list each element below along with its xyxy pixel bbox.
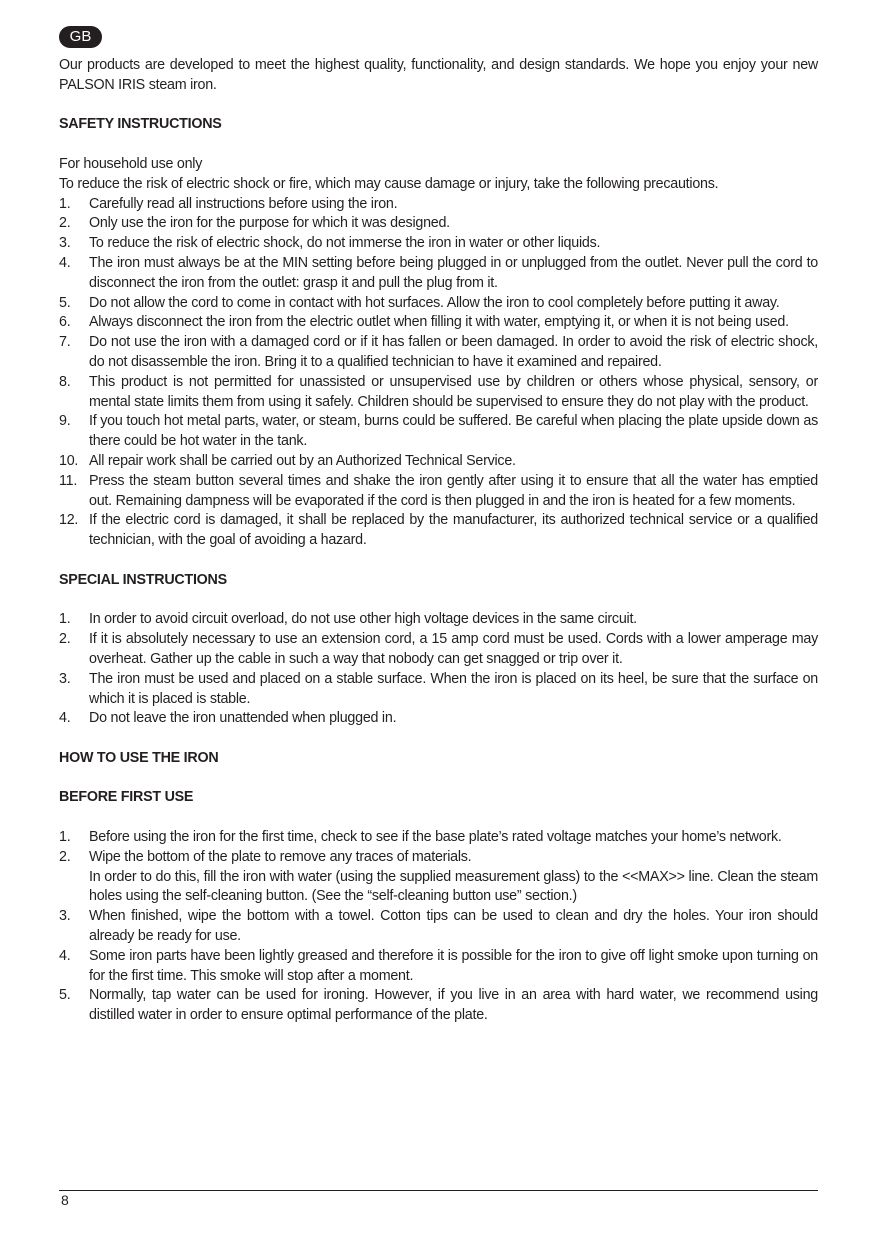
special-heading: SPECIAL INSTRUCTIONS — [59, 571, 227, 588]
list-item-text: Only use the iron for the purpose for which it was designed. — [89, 215, 450, 232]
list-item — [59, 630, 818, 670]
list-item-text: When finished, wipe the bottom with a towel. Cotton tips can be used to clean and dry the holes. Your iron should already be ready for use. — [89, 908, 818, 945]
list-item-number: 3. — [59, 670, 71, 687]
before-first-use-heading: BEFORE FIRST USE — [59, 789, 194, 806]
list-item-text: Some iron parts have been lightly greased and therefore it is possible for the iron to give off light smoke upon turning on for the first time. This smoke will stop after a moment. — [89, 947, 818, 984]
language-badge: GB — [59, 26, 102, 48]
list-item-number: 1. — [59, 195, 71, 212]
list-item-text: To reduce the risk of electric shock, do not immerse the iron in water or other liquids. — [89, 235, 601, 252]
list-item — [59, 986, 818, 1026]
list-item-number: 10. — [59, 452, 79, 469]
list-item-text: This product is not permitted for unassisted or unsupervised use by children or others whose physical, sensory, or mental state limits them from using it safely. Children should be supervised to ensure they do not play with the product. — [89, 373, 818, 410]
intro-paragraph: Our products are developed to meet the highest quality, functionality, and design standards. We hope you enjoy your new PALSON IRIS steam iron. — [59, 57, 818, 93]
list-item-number: 2. — [59, 848, 71, 865]
list-item-number: 4. — [59, 710, 71, 727]
safety-household-line: For household use only — [59, 155, 203, 172]
list-item-text: The iron must always be at the MIN setting before being plugged in or unplugged from the outlet. Never pull the cord to disconnect the iron from the outlet: grasp it and pull the plug from it. — [89, 254, 818, 291]
list-item-text: Carefully read all instructions before using the iron. — [89, 195, 398, 212]
list-item-text: Always disconnect the iron from the electric outlet when filling it with water, emptying it, or when it is not being used. — [89, 314, 789, 331]
list-item-number: 4. — [59, 254, 71, 271]
footer-divider — [59, 1190, 818, 1191]
list-item — [59, 947, 818, 987]
list-item-number: 12. — [59, 512, 79, 529]
list-item-number: 3. — [59, 908, 71, 925]
list-item — [59, 234, 818, 254]
list-item — [59, 472, 818, 512]
list-item-text: If you touch hot metal parts, water, or steam, burns could be suffered. Be careful when placing the plate upside down as there could be hot water in the tank. — [89, 413, 818, 450]
list-item-number: 3. — [59, 235, 71, 252]
list-item-text: Press the steam button several times and shake the iron gently after using it to ensure that all the water has emptied out. Remaining dampness will be evaporated if the cord is then plugged in and the iron is heated for a few moments. — [89, 472, 818, 509]
list-item — [59, 670, 818, 710]
list-item — [59, 333, 818, 373]
list-item-number: 7. — [59, 334, 71, 351]
list-item — [59, 373, 818, 413]
list-item-text: Wipe the bottom of the plate to remove any traces of materials. — [89, 848, 472, 865]
special-list — [59, 610, 818, 729]
list-item-number: 2. — [59, 631, 71, 648]
list-item-number: 8. — [59, 373, 71, 390]
list-item-number: 5. — [59, 987, 71, 1004]
list-item-number: 9. — [59, 413, 71, 430]
list-item-number: 4. — [59, 947, 71, 964]
list-item-number: 5. — [59, 294, 71, 311]
list-item-number: 6. — [59, 314, 71, 331]
list-item-number: 11. — [59, 472, 78, 489]
list-item-number: 1. — [59, 611, 71, 628]
list-item-text: Do not allow the cord to come in contact with hot surfaces. Allow the iron to cool completely before putting it away. — [89, 294, 780, 311]
list-item — [59, 907, 818, 947]
list-item — [59, 214, 818, 234]
list-item-text: In order to avoid circuit overload, do not use other high voltage devices in the same circuit. — [89, 611, 637, 628]
list-item-text: Do not leave the iron unattended when plugged in. — [89, 710, 397, 727]
list-item-text: Normally, tap water can be used for ironing. However, if you live in an area with hard water, we recommend using distilled water in order to ensure optimal performance of the plate. — [89, 987, 818, 1024]
document-body — [59, 56, 818, 1026]
list-item — [59, 709, 818, 729]
list-item — [59, 195, 818, 215]
list-item-number: 1. — [59, 829, 71, 846]
list-item — [59, 254, 818, 294]
how-to-use-heading: HOW TO USE THE IRON — [59, 749, 219, 766]
list-item — [59, 511, 818, 551]
list-item-text: Before using the iron for the first time, check to see if the base plate’s rated voltage matches your home’s network. — [89, 829, 782, 846]
safety-list — [59, 195, 818, 551]
page-number: 8 — [61, 1192, 69, 1208]
list-item-text: All repair work shall be carried out by an Authorized Technical Service. — [89, 452, 516, 469]
list-item-text: If the electric cord is damaged, it shall be replaced by the manufacturer, its authorized technical service or a qualified technician, with the goal of avoiding a hazard. — [89, 512, 818, 549]
list-item — [59, 412, 818, 452]
list-item — [59, 828, 818, 848]
list-item-text: If it is absolutely necessary to use an extension cord, a 15 amp cord must be used. Cords with a lower amperage may overheat. Gather up the cable in such a way that nobody can get snagged or trip over it. — [89, 631, 818, 667]
list-item — [59, 452, 818, 472]
list-item — [59, 313, 818, 333]
list-item — [59, 610, 818, 630]
list-item-extra: In order to do this, fill the iron with water (using the supplied measurement glass) to the <<MAX>> line. Clean the steam holes using the self-cleaning button. (See the “self-cleaning button use” section.) — [89, 868, 818, 905]
safety-heading: SAFETY INSTRUCTIONS — [59, 116, 222, 133]
before-first-use-list — [59, 828, 818, 1026]
list-item-number: 2. — [59, 215, 71, 232]
safety-precaution-line: To reduce the risk of electric shock or fire, which may cause damage or injury, take the following precautions. — [59, 175, 719, 192]
list-item — [59, 294, 818, 314]
list-item-text: The iron must be used and placed on a stable surface. When the iron is placed on its heel, be sure that the surface on which it is placed is stable. — [89, 670, 818, 707]
list-item-text: Do not use the iron with a damaged cord or if it has fallen or been damaged. In order to avoid the risk of electric shock, do not disassemble the iron. Bring it to a qualified technician to have it examined and repaired. — [89, 334, 818, 370]
list-item — [59, 848, 818, 907]
